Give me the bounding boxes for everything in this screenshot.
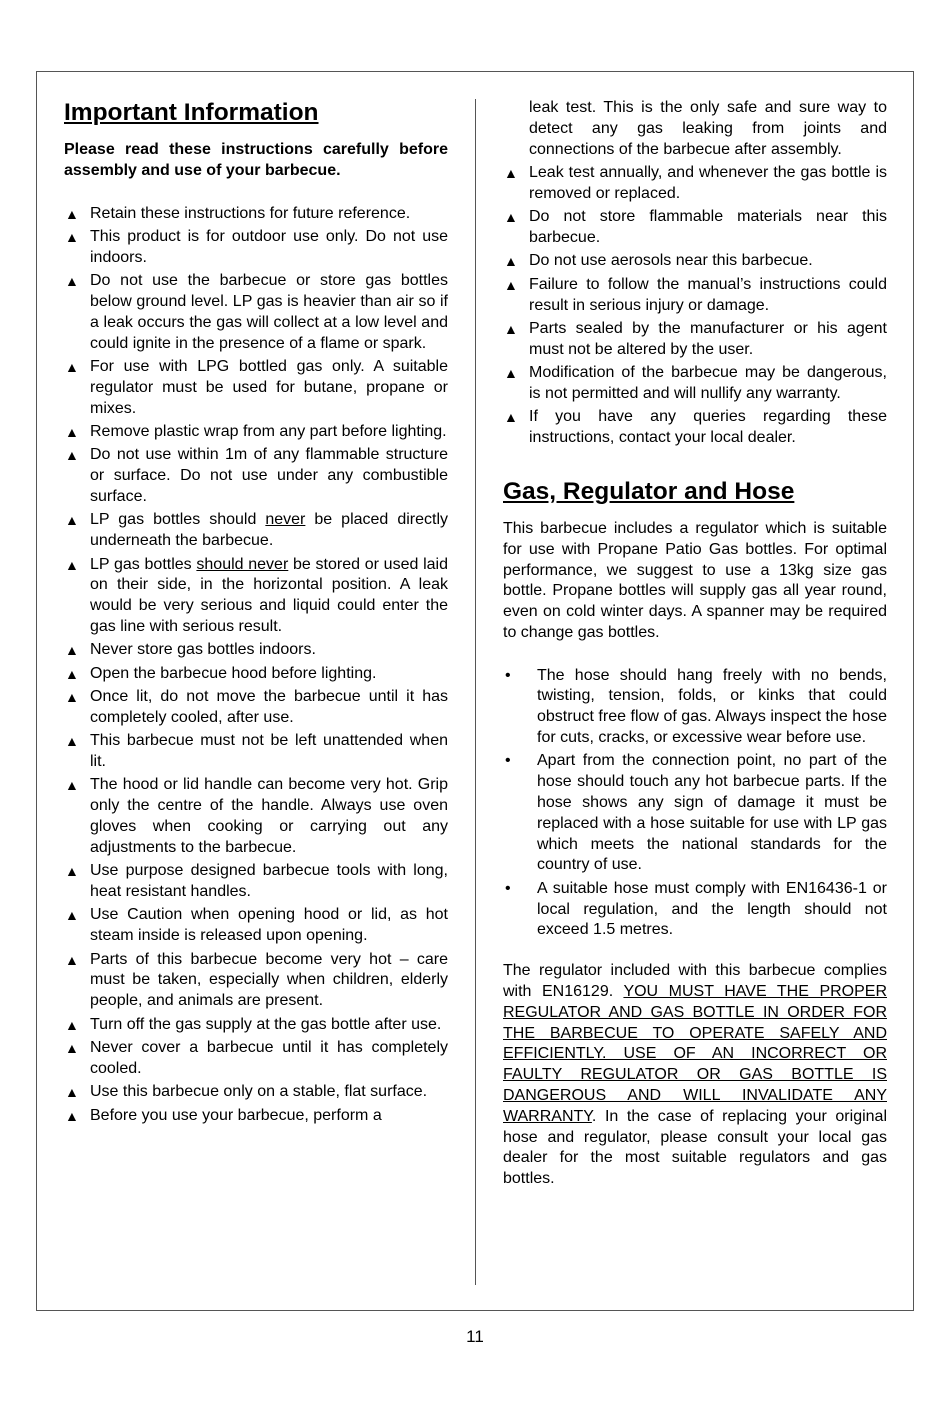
- warning-text: This product is for outdoor use only. Do not use indoors.: [90, 227, 448, 266]
- left-warning-item: [64, 1082, 448, 1103]
- warning-triangle-icon: ▲: [504, 320, 518, 337]
- hose-bullet-item: [503, 666, 887, 749]
- left-warning-item: [64, 227, 448, 269]
- warning-text: Do not use within 1m of any flammable structure or surface. Do not use under any combustible surface.: [90, 446, 448, 505]
- warning-triangle-icon: ▲: [65, 1107, 79, 1124]
- left-warning-item: [64, 640, 448, 661]
- warning-triangle-icon: ▲: [65, 447, 79, 464]
- right-warning-item: [503, 163, 887, 205]
- warning-text-end: be stored or used laid on their side, in the horizontal position. A leak would be very serious and liquid could enter the gas line with serious result.: [90, 555, 448, 635]
- warning-text: Do not store flammable materials near this barbecue.: [529, 208, 887, 246]
- warning-text: Never store gas bottles indoors.: [90, 641, 316, 659]
- warning-text: If you have any queries regarding these instructions, contact your local dealer.: [529, 408, 887, 447]
- warning-text: LP gas bottles should: [90, 511, 266, 529]
- left-warning-item: [64, 775, 448, 858]
- warning-triangle-icon: ▲: [65, 777, 79, 794]
- warning-triangle-icon: ▲: [65, 556, 79, 573]
- left-warning-item: [64, 445, 448, 507]
- right-warning-item: [503, 363, 887, 405]
- left-warning-list: [64, 204, 448, 1127]
- right-warning-list: [503, 163, 887, 449]
- gas-regulator-hose-heading: Gas, Regulator and Hose: [503, 477, 795, 505]
- warning-triangle-icon: ▲: [65, 273, 79, 290]
- warning-triangle-icon: ▲: [504, 164, 518, 181]
- warning-text: Once lit, do not move the barbecue until it has completely cooled, after use.: [90, 688, 448, 726]
- warning-text: Use purpose designed barbecue tools with long, heat resistant handles.: [90, 862, 448, 901]
- left-warning-item: [64, 555, 448, 638]
- warning-emphasis: should never: [196, 555, 289, 573]
- warning-triangle-icon: ▲: [65, 665, 79, 682]
- warning-text: Parts of this barbecue become very hot – care must be taken, especially when children, elderly people, and animals are present.: [90, 950, 448, 1010]
- bullet-text: A suitable hose must comply with EN16436-1 or local regulation, and the length should not exceed 1.5 metres.: [537, 879, 887, 939]
- left-warning-item: [64, 357, 448, 419]
- left-warning-item: [64, 950, 448, 1012]
- right-warning-item: [503, 275, 887, 317]
- warning-text: Turn off the gas supply at the gas bottle after use.: [90, 1015, 442, 1033]
- warning-text: Retain these instructions for future reference.: [90, 204, 411, 222]
- left-warning-item: [64, 664, 448, 685]
- hose-bullet-item: [503, 879, 887, 941]
- bullet-dot-icon: •: [505, 752, 511, 770]
- right-warning-item: [503, 319, 887, 361]
- bullet-text: The hose should hang freely with no bends, twisting, tension, folds, or kinks that could obstruct free flow of gas. Always inspect the hose for cuts, cracks, or excessive wear before use.: [537, 666, 887, 747]
- left-warning-item: [64, 687, 448, 729]
- warning-text: Failure to follow the manual’s instructions could result in serious injury or damage.: [529, 275, 887, 314]
- warning-text: Never cover a barbecue until it has completely cooled.: [90, 1038, 448, 1077]
- hose-bullet-item: [503, 751, 887, 876]
- left-warning-item: [64, 905, 448, 947]
- warning-triangle-icon: ▲: [65, 228, 79, 245]
- warning-triangle-icon: ▲: [65, 205, 79, 222]
- warning-triangle-icon: ▲: [65, 512, 79, 529]
- left-warning-item: [64, 422, 448, 443]
- warning-triangle-icon: ▲: [504, 253, 518, 270]
- left-warning-item: [64, 1015, 448, 1036]
- left-warning-item: [64, 731, 448, 773]
- warning-triangle-icon: ▲: [65, 863, 79, 880]
- warning-text: Use this barbecue only on a stable, flat surface.: [90, 1083, 428, 1101]
- warning-text: This barbecue must not be left unattended when lit.: [90, 732, 448, 771]
- warning-text: Do not use aerosols near this barbecue.: [529, 252, 813, 270]
- warning-emphasis: never: [265, 511, 306, 529]
- warning-text: For use with LPG bottled gas only. A suitable regulator must be used for butane, propane or mixes.: [90, 357, 448, 417]
- warning-triangle-icon: ▲: [504, 209, 518, 226]
- warning-text: Before you use your barbecue, perform a: [90, 1106, 382, 1124]
- page-number: 11: [466, 1327, 484, 1346]
- left-warning-item: [64, 204, 448, 225]
- warning-triangle-icon: ▲: [65, 1016, 79, 1033]
- warning-text: Modification of the barbecue may be dangerous, is not permitted and will nullify any warranty.: [529, 364, 887, 402]
- warning-text: Leak test annually, and whenever the gas bottle is removed or replaced.: [529, 163, 887, 202]
- warning-underlined-text: YOU MUST HAVE THE PROPER REGULATOR AND GAS BOTTLE IN ORDER FOR THE BARBECUE TO OPERATE SAFELY AND EFFICIENTLY. USE OF AN INCORRECT OR FAULTY REGULATOR OR GAS BOTTLE IS DANGEROUS AND WILL INVALIDATE ANY WARRANTY: [503, 983, 888, 1125]
- right-column: [503, 98, 887, 1190]
- warning-triangle-icon: ▲: [65, 1084, 79, 1101]
- left-column: [64, 98, 448, 1129]
- compliance-text-end: . In the case of replacing your original hose and regulator, please consult your local gas dealer for the most suitable regulators and gas bottles.: [503, 1107, 887, 1188]
- warning-triangle-icon: ▲: [65, 642, 79, 659]
- regulator-compliance-paragraph: [503, 961, 887, 1190]
- regulator-intro-paragraph: This barbecue includes a regulator which is suitable for use with Propane Patio Gas bottles. For optimal performance, we suggest to use a 13kg size gas bottle. Propane bottles will supply gas all year round, even on cold winter days. A spanner may be required to change gas bottles.: [503, 519, 887, 641]
- warning-text: Parts sealed by the manufacturer or his agent must not be altered by the user.: [529, 319, 887, 358]
- left-warning-item: [64, 271, 448, 354]
- warning-triangle-icon: ▲: [65, 358, 79, 375]
- warning-triangle-icon: ▲: [504, 276, 518, 293]
- warning-text: Do not use the barbecue or store gas bottles below ground level. LP gas is heavier than air so if a leak occurs the gas will collect at a low level and could ignite in the presence of a flame or spark.: [90, 272, 448, 352]
- warning-triangle-icon: ▲: [65, 907, 79, 924]
- warning-triangle-icon: ▲: [65, 689, 79, 706]
- right-warning-item: [503, 251, 887, 272]
- bullet-dot-icon: •: [505, 666, 511, 684]
- warning-triangle-icon: ▲: [65, 733, 79, 750]
- warning-text: Remove plastic wrap from any part before lighting.: [90, 422, 447, 440]
- right-warning-item: [503, 207, 887, 249]
- warning-text-end: be placed directly underneath the barbecue.: [90, 511, 448, 550]
- left-warning-item: [64, 510, 448, 552]
- right-warning-item: [503, 407, 887, 449]
- warning-text: Use Caution when opening hood or lid, as hot steam inside is released upon opening.: [90, 906, 448, 945]
- warning-triangle-icon: ▲: [504, 409, 518, 426]
- warning-text: Open the barbecue hood before lighting.: [90, 664, 377, 682]
- warning-text: The hood or lid handle can become very hot. Grip only the centre of the handle. Always use oven gloves when cooking or carrying out any adjustments to the barbecue.: [90, 776, 448, 856]
- warning-triangle-icon: ▲: [65, 1039, 79, 1056]
- warning-triangle-icon: ▲: [65, 951, 79, 968]
- warning-triangle-icon: ▲: [504, 365, 518, 382]
- hose-bullet-list: [503, 666, 887, 942]
- warning-text: LP gas bottles: [90, 555, 197, 573]
- warning-triangle-icon: ▲: [65, 423, 79, 440]
- bullet-text: Apart from the connection point, no part of the hose should touch any hot barbecue parts. If the hose shows any sign of damage it must be replaced with a hose suitable for use with LP gas which meets the national standards for the country of use.: [537, 752, 887, 874]
- bullet-dot-icon: •: [505, 879, 511, 897]
- intro-text: Please read these instructions carefully before assembly and use of your barbecue.: [64, 141, 448, 179]
- important-information-heading: Important Information: [64, 99, 319, 126]
- column-divider: [475, 99, 476, 1285]
- compliance-text: The regulator included with this barbecue complies with EN16129.: [503, 962, 887, 1001]
- left-warning-item: [64, 1106, 448, 1127]
- left-warning-item: [64, 861, 448, 903]
- left-warning-item: [64, 1038, 448, 1080]
- leak-test-continuation: leak test. This is the only safe and sure way to detect any gas leaking from joints and connections of the barbecue after assembly.: [529, 99, 887, 158]
